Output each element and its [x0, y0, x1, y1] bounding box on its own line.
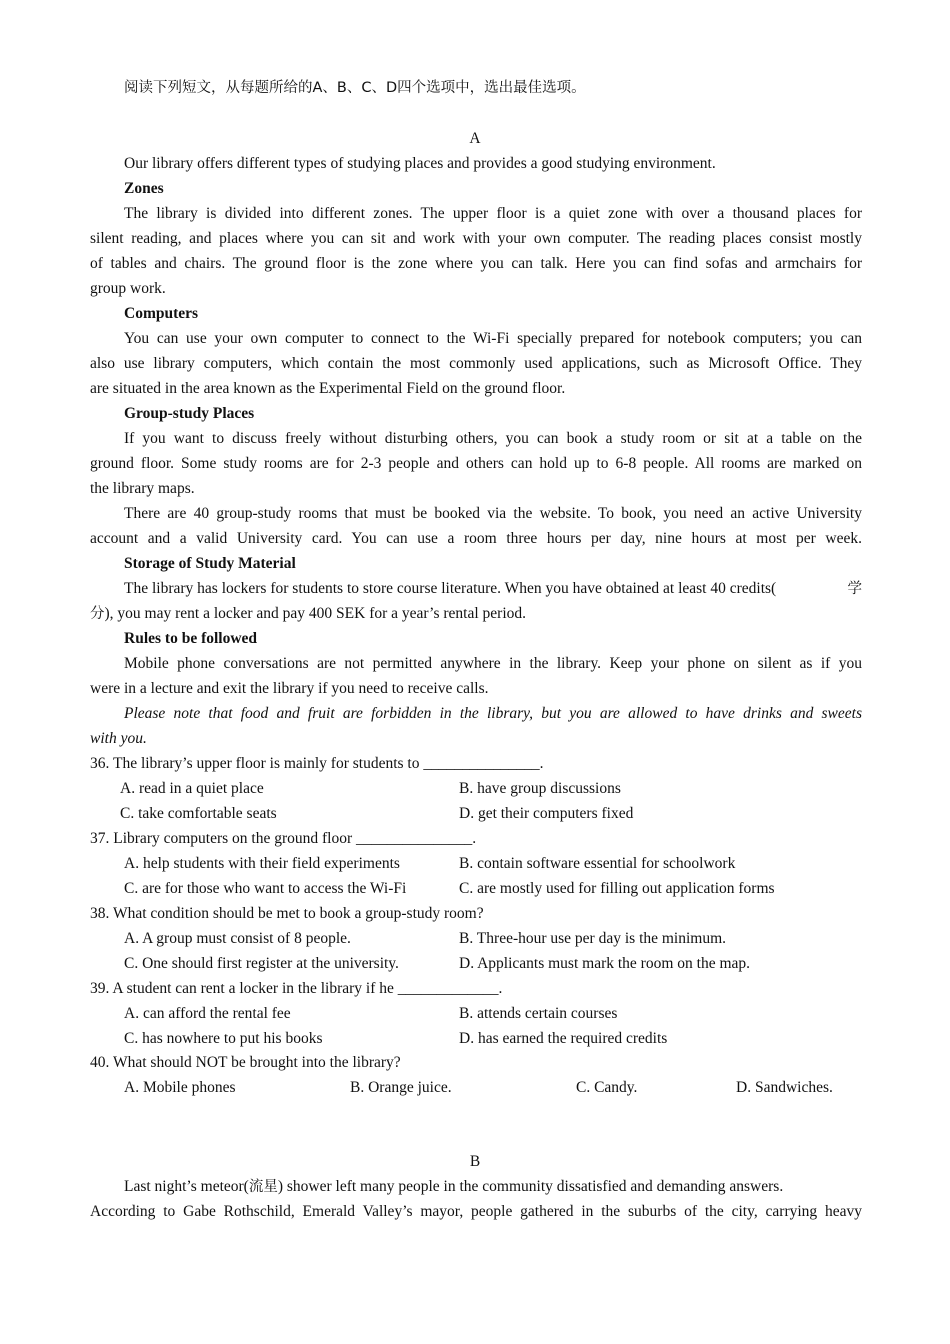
storage-cjk: 学	[847, 581, 862, 597]
zones-line: silent reading, and places where you can sit and work with your own computer. The reading places consist mostly	[90, 230, 862, 247]
option-d: D. Applicants must mark the room on the map.	[459, 955, 751, 972]
group-study-line: the library maps.	[90, 480, 195, 497]
computers-line: also use library computers, which contain the most commonly used applications, such as Microsoft Office. They	[90, 355, 862, 372]
zones-heading: Zones	[124, 180, 164, 197]
passage-b-label: B	[469, 1153, 481, 1170]
rules-line: Mobile phone conversations are not permitted anywhere in the library. Keep your phone on silent as if you	[124, 655, 862, 672]
option-d: D. get their computers fixed	[459, 805, 634, 822]
rules-heading: Rules to be followed	[124, 630, 258, 647]
question-stem: 37. Library computers on the ground floor _______________.	[90, 830, 477, 847]
option-a: A. can afford the rental fee	[124, 1005, 291, 1022]
zones-line: group work.	[90, 280, 166, 297]
computers-line: You can use your own computer to connect to the Wi-Fi specially prepared for notebook computers; you can	[124, 330, 862, 347]
storage-line	[90, 604, 862, 624]
storage-line	[124, 579, 862, 599]
storage-cjk: 分	[90, 606, 105, 622]
option-c: C. Candy.	[576, 1079, 638, 1096]
option-a: A. read in a quiet place	[120, 780, 264, 797]
group-study-line: If you want to discuss freely without disturbing others, you can book a study room or sit at a table on the	[124, 430, 862, 447]
option-b: B. Three-hour use per day is the minimum.	[459, 930, 727, 947]
question-stem: 36. The library’s upper floor is mainly for students to _______________.	[90, 755, 544, 772]
option-b: B. have group discussions	[459, 780, 621, 797]
option-b: B. attends certain courses	[459, 1005, 618, 1022]
option-d: C. are mostly used for filling out application forms	[459, 880, 775, 897]
option-c: C. take comfortable seats	[120, 805, 277, 822]
passage-a-label: A	[469, 130, 481, 147]
note-line: with you.	[90, 730, 147, 747]
passage-b-line: According to Gabe Rothschild, Emerald Valley’s mayor, people gathered in the suburbs of the city, carrying heavy	[90, 1203, 862, 1220]
note-line: Please note that food and fruit are forbidden in the library, but you are allowed to have drinks and sweets	[124, 705, 862, 722]
passage-b-cjk: 流星	[248, 1179, 278, 1195]
rules-line: were in a lecture and exit the library if you need to receive calls.	[90, 680, 489, 697]
question-stem: 40. What should NOT be brought into the library?	[90, 1054, 401, 1071]
group-study-line: There are 40 group-study rooms that must be booked via the website. To book, you need an active University	[124, 505, 862, 522]
question-stem: 39. A student can rent a locker in the library if he _____________.	[90, 980, 503, 997]
option-a: A. A group must consist of 8 people.	[124, 930, 351, 947]
zones-line: of tables and chairs. The ground floor is the zone where you can talk. Here you can find sofas and armchairs for	[90, 255, 862, 272]
computers-heading: Computers	[124, 305, 199, 322]
group-study-line: ground floor. Some study rooms are for 2-3 people and others can hold up to 6-8 people. All rooms are marked on	[90, 455, 862, 472]
passage-a-intro: Our library offers different types of studying places and provides a good studying environment.	[124, 155, 716, 172]
passage-b-line	[124, 1177, 862, 1197]
option-c: C. One should first register at the university.	[124, 955, 399, 972]
option-b: B. Orange juice.	[350, 1079, 452, 1096]
option-b: B. contain software essential for schoolwork	[459, 855, 736, 872]
option-c: C. has nowhere to put his books	[124, 1030, 323, 1047]
passage-b-text: Last night’s meteor(	[124, 1178, 249, 1195]
option-d: D. has earned the required credits	[459, 1030, 668, 1047]
group-study-line: account and a valid University card. You can use a room three hours per day, nine hours at most per week.	[90, 530, 862, 547]
question-stem: 38. What condition should be met to book a group-study room?	[90, 905, 484, 922]
option-a: A. Mobile phones	[124, 1079, 236, 1096]
group-study-heading: Group-study Places	[124, 405, 255, 422]
storage-text: ), you may rent a locker and pay 400 SEK for a year’s rental period.	[104, 605, 527, 622]
instruction: 阅读下列短文，从每题所给的A、B、C、D四个选项中，选出最佳选项。	[124, 80, 586, 96]
option-a: A. help students with their field experiments	[124, 855, 400, 872]
option-d: D. Sandwiches.	[736, 1079, 833, 1096]
storage-heading: Storage of Study Material	[124, 555, 296, 572]
storage-text: The library has lockers for students to store course literature. When you have obtained at least 40 credits(	[124, 580, 777, 597]
passage-b-text: ) shower left many people in the community dissatisfied and demanding answers.	[277, 1178, 784, 1195]
computers-line: are situated in the area known as the Experimental Field on the ground floor.	[90, 380, 566, 397]
zones-line: The library is divided into different zones. The upper floor is a quiet zone with over a thousand places for	[124, 205, 862, 222]
option-c: C. are for those who want to access the Wi-Fi	[124, 880, 407, 897]
